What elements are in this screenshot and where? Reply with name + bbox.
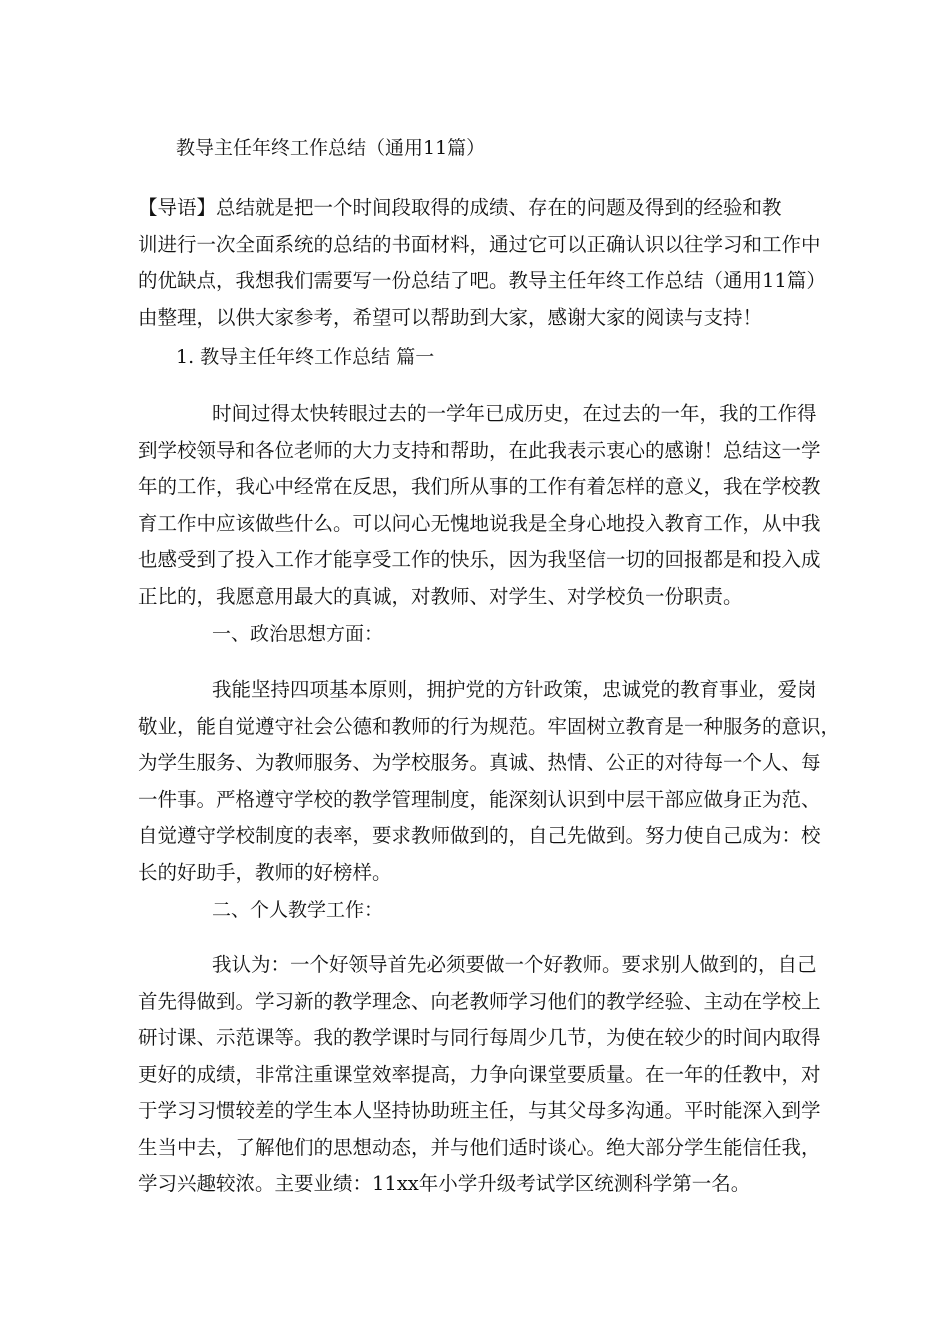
paragraph-line: 也感受到了投入工作才能享受工作的快乐，因为我坚信一切的回报都是和投入成 xyxy=(138,548,821,571)
paragraph-line: 为学生服务、为教师服务、为学校服务。真诚、热情、公正的对待每一个人、每 xyxy=(138,751,821,774)
intro-line: 训进行一次全面系统的总结的书面材料，通过它可以正确认识以往学习和工作中 xyxy=(138,232,821,256)
paragraph-line: 更好的成绩，非常注重课堂效率提高，力争向课堂要质量。在一年的任教中，对 xyxy=(138,1062,821,1086)
paragraph-line: 敬业，能自觉遵守社会公德和教师的行为规范。牢固树立教育是一种服务的意识， xyxy=(138,714,841,738)
subheading-politics: 一、政治思想方面： xyxy=(212,623,384,645)
paragraph-line: 研讨课、示范课等。我的教学课时与同行每周少几节，为使在较少的时间内取得 xyxy=(138,1026,821,1049)
paragraph-line: 自觉遵守学校制度的表率，要求教师做到的，自己先做到。努力使自己成为：校 xyxy=(138,824,821,847)
intro-line: 【导语】总结就是把一个时间段取得的成绩、存在的问题及得到的经验和教 xyxy=(138,196,782,219)
paragraph-line: 生当中去，了解他们的思想动态，并与他们适时谈心。绝大部分学生能信任我， xyxy=(138,1135,821,1159)
subheading-teaching: 二、个人教学工作： xyxy=(212,899,384,921)
intro-paragraph xyxy=(138,190,826,336)
intro-line: 由整理，以供大家参考，希望可以帮助到大家，感谢大家的阅读与支持！ xyxy=(138,305,763,329)
intro-line: 的优缺点，我想我们需要写一份总结了吧。教导主任年终工作总结（通用11篇） xyxy=(138,269,826,292)
paragraph-2 xyxy=(138,672,841,891)
paragraph-1 xyxy=(138,396,821,615)
paragraph-line: 我能坚持四项基本原则，拥护党的方针政策，忠诚党的教育事业，爱岗 xyxy=(212,678,817,701)
paragraph-line: 育工作中应该做些什么。可以问心无愧地说我是全身心地投入教育工作，从中我 xyxy=(138,511,821,535)
paragraph-line: 到学校领导和各位老师的大力支持和帮助，在此我表示衷心的感谢！总结这一学 xyxy=(138,438,821,462)
paragraph-line: 时间过得太快转眼过去的一学年已成历史，在过去的一年，我的工作得 xyxy=(212,402,817,425)
paragraph-line: 于学习习惯较差的学生本人坚持协助班主任，与其父母多沟通。平时能深入到学 xyxy=(138,1099,821,1122)
paragraph-line: 我认为：一个好领导首先必须要做一个好教师。要求别人做到的，自己 xyxy=(212,953,817,976)
paragraph-line: 首先得做到。学习新的教学理念、向老教师学习他们的教学经验、主动在学校上 xyxy=(138,989,821,1013)
paragraph-line: 学习兴趣较浓。主要业绩：11xx年小学升级考试学区统测科学第一名。 xyxy=(138,1172,751,1195)
paragraph-3 xyxy=(138,947,821,1203)
paragraph-line: 正比的，我愿意用最大的真诚，对教师、对学生、对学校负一份职责。 xyxy=(138,584,743,608)
paragraph-line: 年的工作，我心中经常在反思，我们所从事的工作有着怎样的意义，我在学校教 xyxy=(138,475,821,498)
section-heading: 1. 教导主任年终工作总结 篇一 xyxy=(176,346,435,368)
paragraph-line: 长的好助手，教师的好榜样。 xyxy=(138,860,392,884)
paragraph-line: 一件事。严格遵守学校的教学管理制度，能深刻认识到中层干部应做身正为范、 xyxy=(138,787,821,811)
document-title: 教导主任年终工作总结（通用11篇） xyxy=(176,137,486,159)
